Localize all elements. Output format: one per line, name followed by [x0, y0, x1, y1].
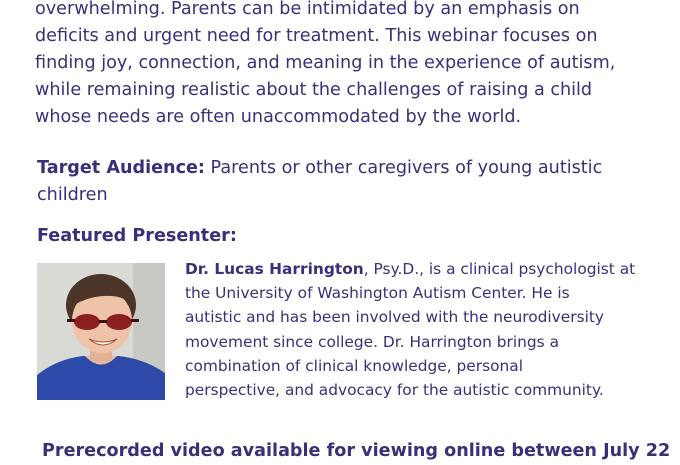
presenter-bio-line — [185, 257, 675, 281]
availability-notice: Prerecorded video available for viewing online between July 22 — [42, 441, 671, 461]
target-audience — [37, 155, 657, 209]
presenter-bio-line: the University of Washington Autism Center. He is — [185, 284, 570, 303]
target-audience-line — [37, 155, 657, 182]
presenter-bio-line: combination of clinical knowledge, personal — [185, 356, 523, 375]
intro-line: finding joy, connection, and meaning in the experience of autism, — [35, 53, 616, 73]
target-audience-label: Target Audience: — [37, 158, 205, 178]
presenter-name: Dr. Lucas Harrington — [185, 260, 364, 278]
intro-line: while remaining realistic about the challenges of raising a child — [35, 80, 593, 100]
intro-line: deficits and urgent need for treatment. This webinar focuses on — [35, 26, 598, 46]
presenter-title: , Psy.D., is a clinical psychologist at — [363, 260, 636, 278]
presenter-photo — [37, 263, 165, 400]
presenter-photo-image — [37, 263, 165, 400]
intro-line: whose needs are often unaccommodated by the world. — [35, 107, 522, 127]
target-audience-text: Parents or other caregivers of young autistic — [204, 158, 603, 178]
presenter-bio-line: movement since college. Dr. Harrington brings a — [185, 332, 559, 351]
presenter-bio-line: autistic and has been involved with the neurodiversity — [185, 308, 605, 327]
presenter-bio — [185, 257, 675, 402]
featured-presenter-heading: Featured Presenter: — [37, 226, 237, 246]
intro-paragraph — [35, 0, 675, 131]
target-audience-text-cont: children — [37, 185, 108, 205]
presenter-bio-line: perspective, and advocacy for the autistic community. — [185, 381, 604, 400]
intro-line: overwhelming. Parents can be intimidated by an emphasis on — [35, 0, 580, 19]
